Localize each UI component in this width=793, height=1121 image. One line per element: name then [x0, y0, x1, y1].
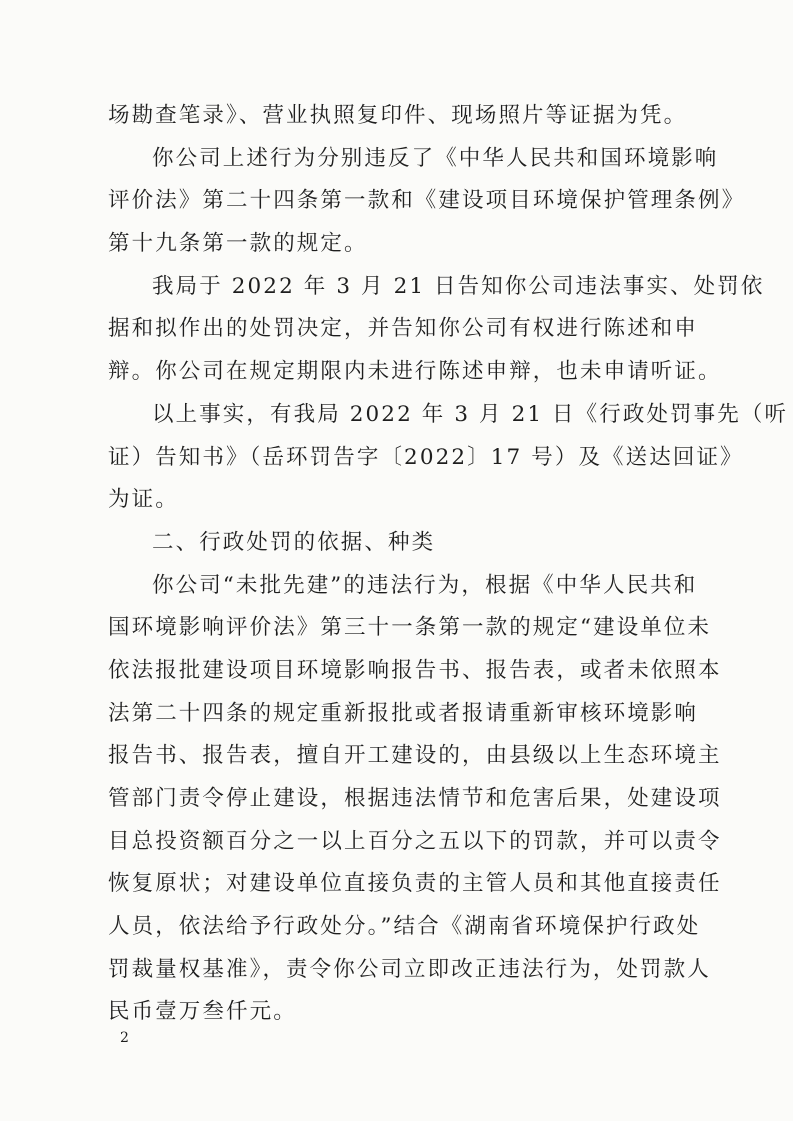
text-line: 以上事实，有我局 2022 年 3 月 21 日《行政处罚事先（听 — [152, 401, 789, 427]
text-line: 罚裁量权基准》，责令你公司立即改正违法行为，处罚款人 — [108, 956, 711, 982]
text-line: 民币壹万叁仟元。 — [108, 999, 297, 1025]
text-line: 场勘查笔录》、营业执照复印件、现场照片等证据为凭。 — [108, 103, 688, 128]
text-line: 人员，依法给予行政处分。”结合《湖南省环境保护行政处 — [108, 914, 701, 940]
text-line: 国环境影响评价法》第三十一条第一款的规定“建设单位未 — [108, 615, 712, 641]
text-line: 你公司“未批先建”的违法行为，根据《中华人民共和 — [152, 572, 698, 598]
text-line: 二、行政处罚的依据、种类 — [152, 529, 436, 555]
text-line: 评价法》第二十四条第一款和《建设项目环境保护管理条例》 — [108, 188, 746, 214]
text-line: 报告书、报告表，擅自开工建设的，由县级以上生态环境主 — [108, 743, 722, 769]
text-line: 为证。 — [108, 487, 179, 513]
document-body — [108, 95, 789, 1034]
text-line: 目总投资额百分之一以上百分之五以下的罚款，并可以责令 — [108, 828, 722, 854]
text-line: 辩。你公司在规定期限内未进行陈述申辩，也未申请听证。 — [108, 359, 722, 385]
text-line: 据和拟作出的处罚决定，并告知你公司有权进行陈述和申 — [108, 316, 699, 342]
text-line: 我局于 2022 年 3 月 21 日告知你公司违法事实、处罚依 — [152, 273, 765, 299]
text-line: 你公司上述行为分别违反了《中华人民共和国环境影响 — [152, 145, 719, 171]
text-line: 第十九条第一款的规定。 — [108, 231, 368, 257]
text-line: 法第二十四条的规定重新报批或者报请重新审核环境影响 — [108, 700, 699, 726]
text-line: 证）告知书》（岳环罚告字〔2022〕17 号）及《送达回证》 — [108, 444, 744, 470]
text-line: 依法报批建设项目环境影响报告书、报告表，或者未依照本 — [108, 657, 722, 683]
text-line: 管部门责令停止建设，根据违法情节和危害后果，处建设项 — [108, 786, 722, 811]
page-number: 2 — [120, 1030, 129, 1046]
text-line: 恢复原状；对建设单位直接负责的主管人员和其他直接责任 — [108, 871, 722, 897]
